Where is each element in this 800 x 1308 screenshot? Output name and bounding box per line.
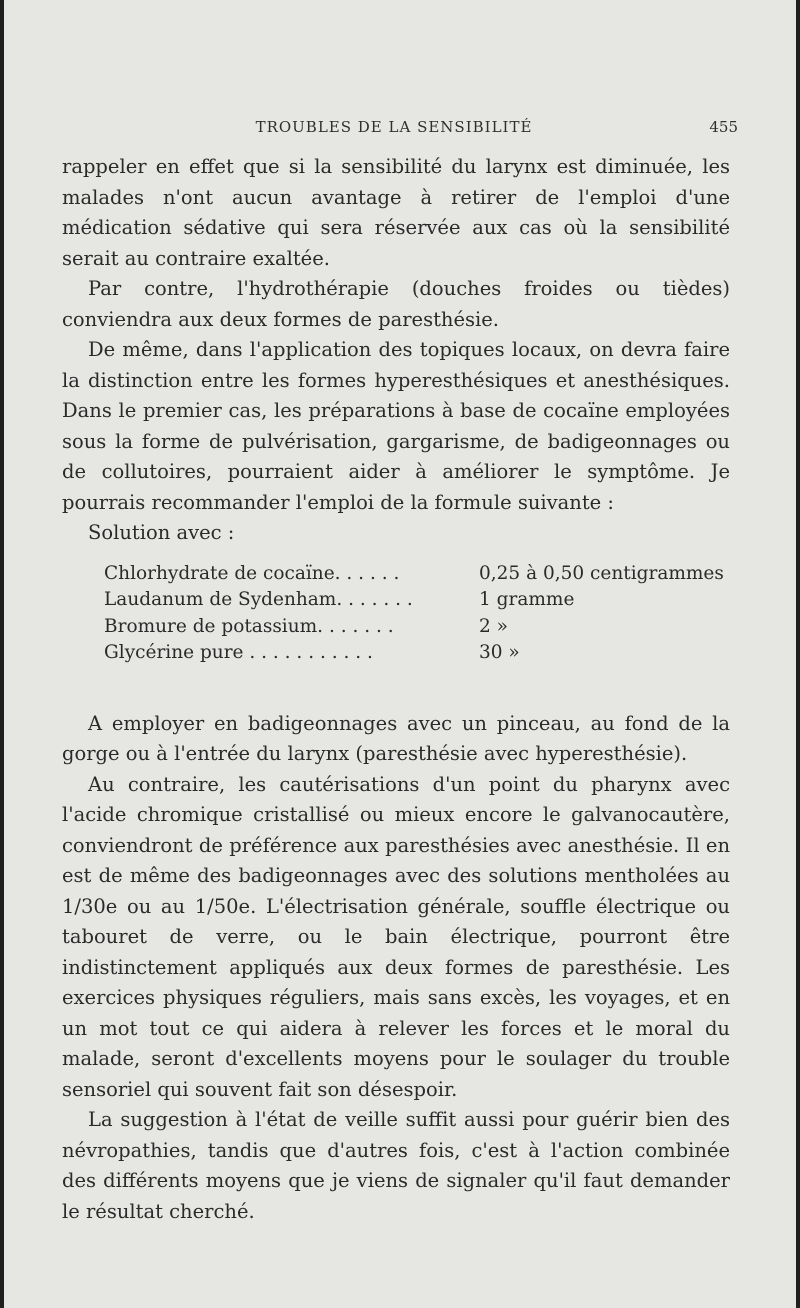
recipe-quantity: 0,25 à 0,50 centigrammes <box>479 562 724 584</box>
body-text <box>62 152 730 1227</box>
paragraph-application: A employer en badigeonnages avec un pinceau, au fond de la gorge ou à l'entrée du larynx (paresthésie avec hyperesthésie). <box>62 711 730 765</box>
paragraph-topical-treatments: De même, dans l'application des topiques locaux, on devra faire la distinction entre les formes hyperesthésiques et anesthésiques. Dans le premier cas, les préparations à base de cocaïne employées sous la forme de pulvérisation, gargarisme, de badigeonnages ou de collutoires, pourraient aider à améliorer le symptôme. Je pourrais recommander l'emploi de la formule suivante : <box>62 338 730 514</box>
recipe-list <box>104 561 744 667</box>
recipe-quantity: 1 gramme <box>479 589 575 610</box>
recipe-item <box>104 561 744 588</box>
recipe-item <box>104 614 744 641</box>
page-number: 455 <box>709 118 738 136</box>
paragraph-suggestion: La suggestion à l'état de veille suffit aussi pour guérir bien des névropathies, tandis que d'autres fois, c'est à l'action combinée des différents moyens que je viens de signaler qu'il faut demander le résultat cherché. <box>62 1108 730 1223</box>
recipe-ingredient: Bromure de potassium. . . . . . . <box>104 615 394 637</box>
recipe-ingredient: Chlorhydrate de cocaïne. . . . . . <box>104 562 400 584</box>
recipe-ingredient: Glycérine pure . . . . . . . . . . . <box>104 642 373 663</box>
running-title: TROUBLES DE LA SENSIBILITÉ <box>255 118 533 136</box>
paragraph-hydrotherapy: Par contre, l'hydrothérapie (douches froides ou tièdes) conviendra aux deux formes de paresthésie. <box>62 277 730 331</box>
solution-label: Solution avec : <box>88 521 235 544</box>
running-header <box>62 116 738 140</box>
recipe-quantity: 2 » <box>479 615 508 637</box>
recipe-item <box>104 640 744 667</box>
recipe-ingredient: Laudanum de Sydenham. . . . . . . <box>104 589 413 610</box>
recipe-item <box>104 587 744 614</box>
paragraph-cauterization: Au contraire, les cautérisations d'un point du pharynx avec l'acide chromique cristallisé ou mieux encore le galvanocautère, conviendront de préférence aux paresthésies avec anesthésie. Il en est de même des badigeonnages avec des solutions mentholées au 1/30e ou au 1/50e. L'électrisation générale, souffle électrique ou tabouret de verre, ou le bain électrique, pourront être indistinctement appliqués aux deux formes de paresthésie. Les exercices physiques réguliers, mais sans excès, les voyages, et en un mot tout ce qui aidera à relever les forces et le moral du malade, seront d'excellents moyens pour le soulager du trouble sensoriel qui souvent fait son désespoir. <box>62 772 730 1101</box>
section-spacer <box>62 681 730 709</box>
book-page <box>4 0 796 1308</box>
paragraph-continued: rappeler en effet que si la sensibilité du larynx est diminuée, les malades n'ont aucun avantage à retirer de l'emploi d'une médication sédative qui sera réservée aux cas où la sensibilité serait au contraire exaltée. <box>62 155 730 270</box>
recipe-quantity: 30 » <box>479 642 520 663</box>
